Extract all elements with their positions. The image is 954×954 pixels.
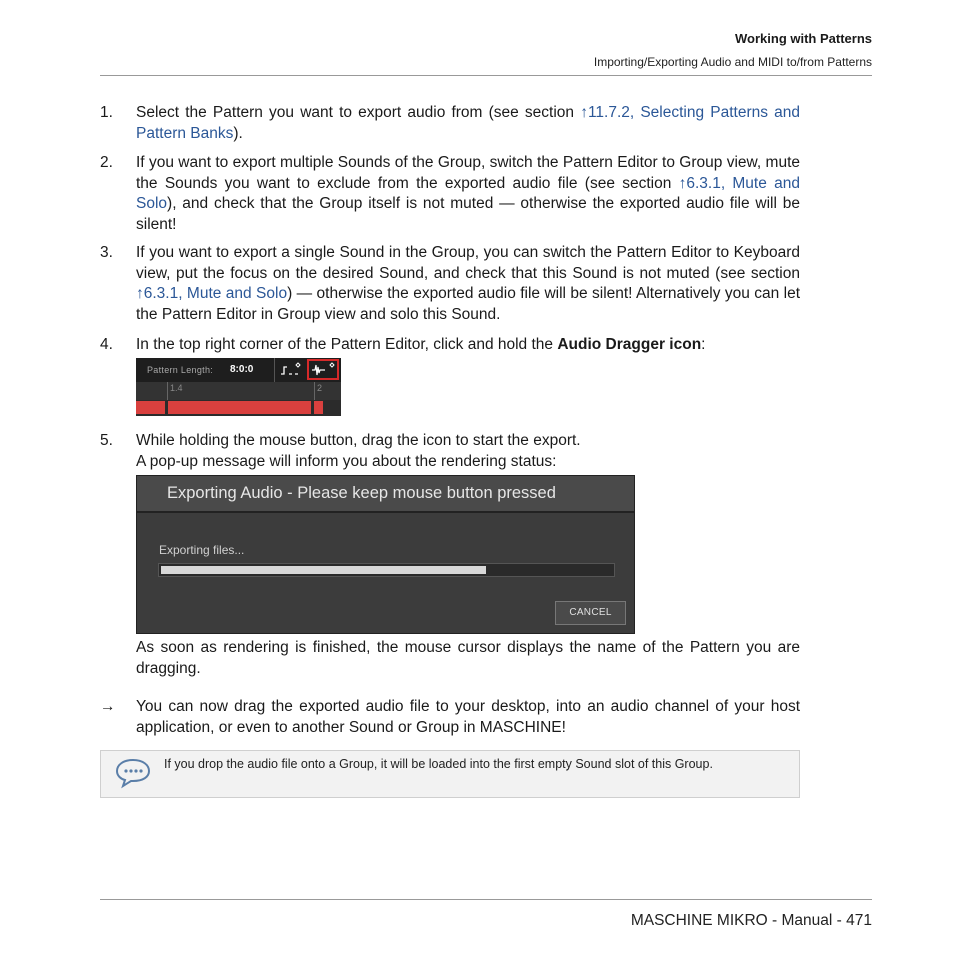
header-divider bbox=[100, 75, 872, 76]
link-mute-and-solo[interactable]: ↑6.3.1, Mute and Solo bbox=[136, 174, 800, 212]
progress-fill bbox=[161, 566, 486, 574]
ruler-mark: 1.4 bbox=[170, 383, 183, 393]
export-progress-dialog bbox=[136, 475, 635, 634]
separator bbox=[274, 358, 275, 382]
cancel-button[interactable]: CANCEL bbox=[555, 601, 626, 625]
step-text: In the top right corner of the Pattern Editor, click and hold the bbox=[136, 336, 558, 353]
link-mute-and-solo[interactable]: ↑6.3.1, Mute and Solo bbox=[136, 285, 288, 302]
result-text: You can now drag the exported audio file to your desktop, into an audio channel of your host application, or even to another Sound or Group in MASCHINE! bbox=[136, 698, 800, 736]
progress-bar bbox=[158, 563, 615, 577]
step-4 bbox=[100, 335, 800, 356]
pattern-bar bbox=[168, 401, 311, 414]
pattern-editor-screenshot bbox=[136, 358, 341, 416]
step-text: If you want to export a single Sound in the Group, you can switch the Pattern Editor to Keyboard view, put the focus on the desired Sound, and check that this Sound is not muted (see section bbox=[136, 244, 800, 282]
ruler-tick bbox=[314, 382, 315, 400]
speech-bubble-icon bbox=[114, 757, 152, 789]
step-1 bbox=[100, 103, 800, 144]
step-number: 3. bbox=[100, 244, 113, 261]
tip-text: If you drop the audio file onto a Group, it will be loaded into the first empty Sound slot of this Group. bbox=[164, 757, 713, 771]
footer-divider bbox=[100, 899, 872, 900]
export-status-text: Exporting files... bbox=[159, 543, 245, 557]
step-2 bbox=[100, 153, 800, 235]
audio-dragger-icon[interactable] bbox=[307, 359, 339, 380]
pattern-length-adjust-icon[interactable] bbox=[278, 361, 304, 379]
step-number: 2. bbox=[100, 154, 113, 171]
step-number: 5. bbox=[100, 432, 113, 449]
step-text: ) — otherwise the exported audio file will be silent! Alternatively you can let the Pattern Editor in Group view and solo this Sound. bbox=[136, 285, 800, 323]
dialog-header bbox=[137, 476, 634, 513]
pattern-bar bbox=[136, 401, 165, 414]
step-text: While holding the mouse button, drag the icon to start the export. bbox=[136, 432, 581, 449]
section-subtitle: Importing/Exporting Audio and MIDI to/from Patterns bbox=[593, 55, 872, 69]
section-title: Working with Patterns bbox=[735, 31, 872, 46]
tip-box bbox=[100, 750, 800, 798]
ruler-mark: 2 bbox=[317, 383, 323, 393]
step-text: ), and check that the Group itself is not muted — otherwise the exported audio file will be silent! bbox=[136, 195, 800, 233]
step-text: Select the Pattern you want to export audio from (see section bbox=[136, 104, 581, 121]
pattern-length-value[interactable]: 8:0:0 bbox=[230, 364, 254, 375]
result-item bbox=[100, 697, 800, 738]
step-text: A pop-up message will inform you about the rendering status: bbox=[136, 452, 557, 470]
step-number: 4. bbox=[100, 336, 113, 353]
step-text: If you want to export multiple Sounds of the Group, switch the Pattern Editor to Group view, mute the Sounds you want to exclude from the exported audio file (see section bbox=[136, 154, 800, 192]
result-arrow: → bbox=[100, 698, 116, 715]
rendering-finished-text: As soon as rendering is finished, the mouse cursor displays the name of the Pattern you are dragging. bbox=[136, 639, 800, 677]
step-number: 1. bbox=[100, 104, 113, 121]
dialog-title: Exporting Audio - Please keep mouse button pressed bbox=[167, 484, 556, 502]
step-text: ). bbox=[233, 124, 243, 142]
audio-dragger-term: Audio Dragger icon bbox=[557, 336, 702, 353]
step-text: : bbox=[701, 336, 706, 353]
ruler-tick bbox=[167, 382, 168, 400]
step-5 bbox=[100, 431, 800, 472]
pattern-bar bbox=[314, 401, 323, 414]
page-footer: MASCHINE MIKRO - Manual - 471 bbox=[630, 912, 872, 929]
pattern-length-label: Pattern Length: bbox=[147, 365, 214, 375]
step-3 bbox=[100, 243, 800, 325]
link-selecting-patterns[interactable]: ↑11.7.2, Selecting Patterns and Pattern Banks bbox=[136, 104, 800, 142]
